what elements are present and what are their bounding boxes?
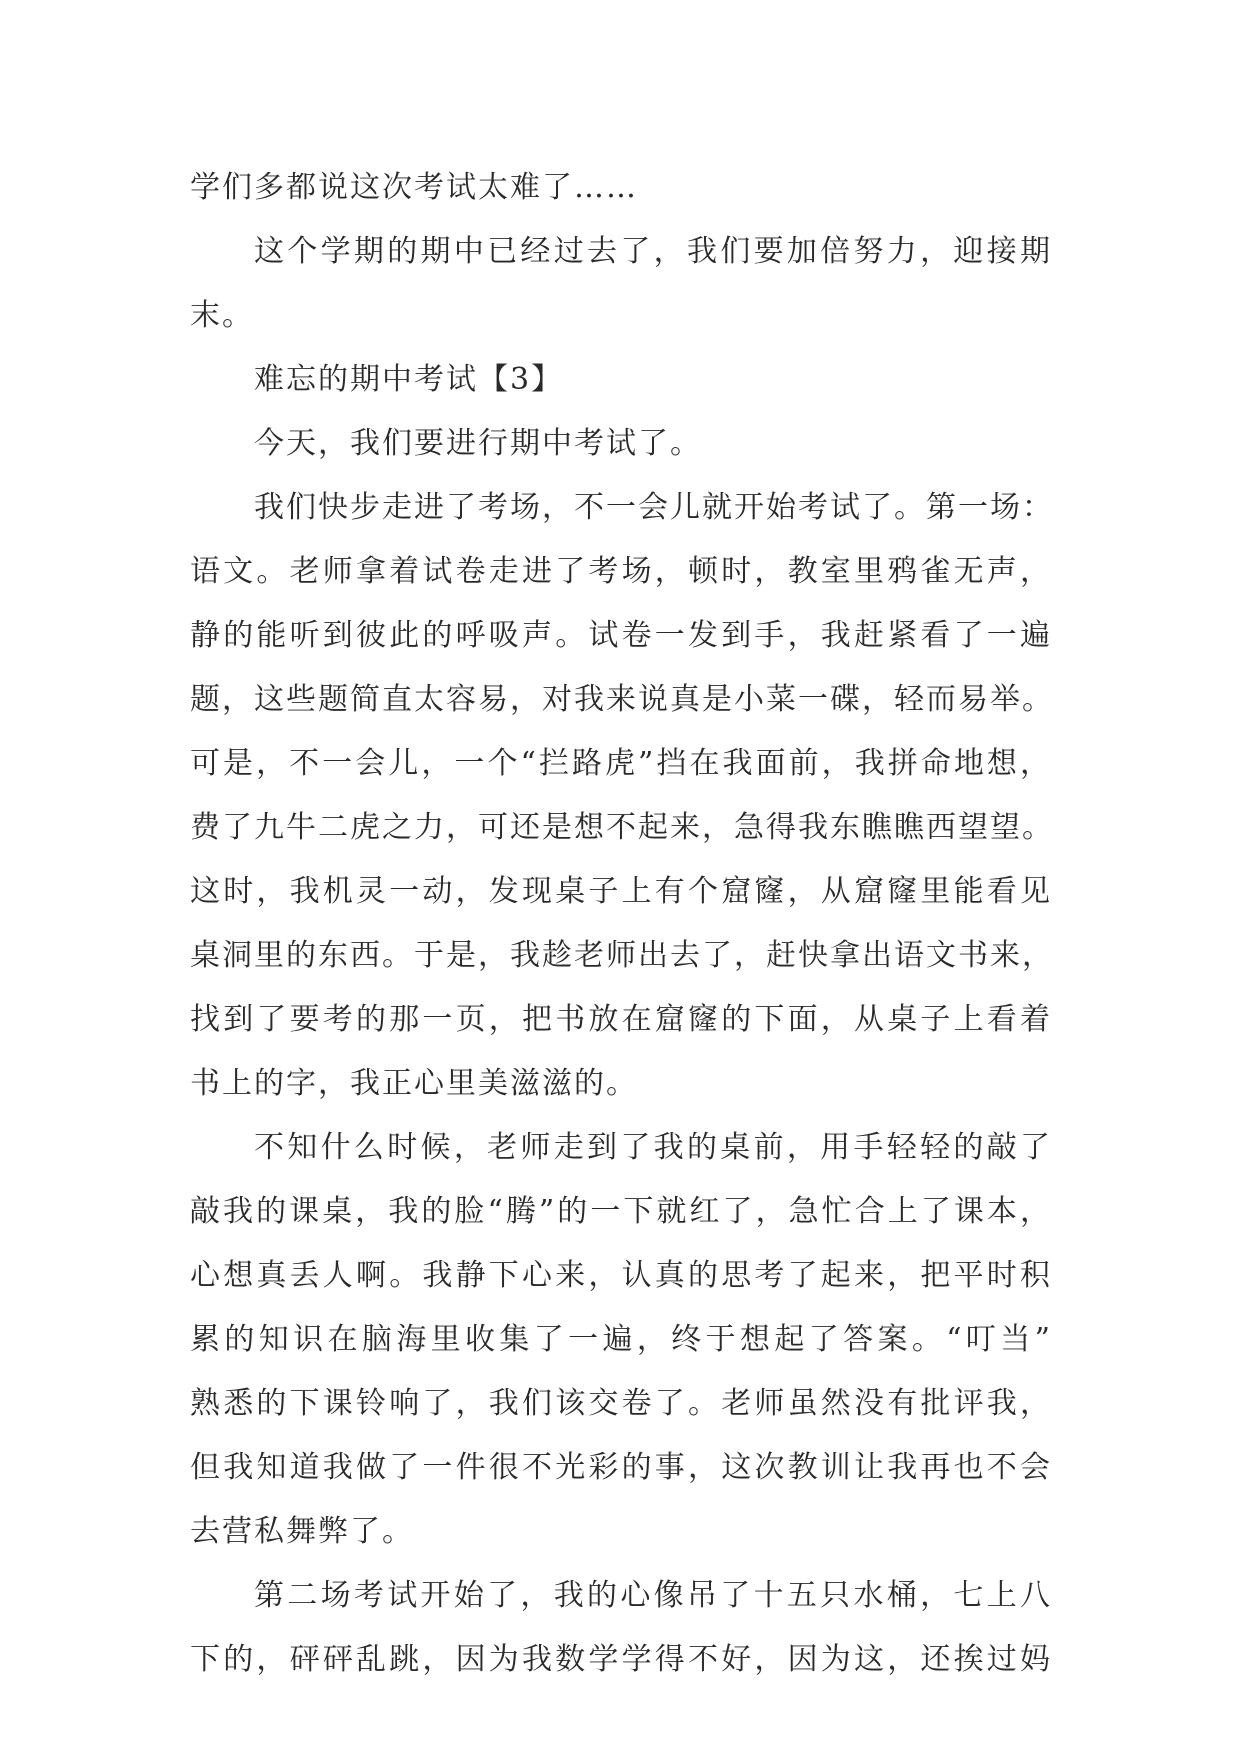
paragraph-start-line: 第二场考试开始了，我的心像吊了十五只水桶，七上八: [254, 1578, 1052, 1613]
text-line: 敲我的课桌，我的脸“腾”的一下就红了，急忙合上了课本，: [190, 1194, 1052, 1229]
text-line: 题，这些题简直太容易，对我来说真是小菜一碟，轻而易举。: [190, 682, 1054, 717]
paragraph-start-line: 今天，我们要进行期中考试了。: [254, 426, 702, 461]
text-line: 可是，不一会儿，一个“拦路虎”挡在我面前，我拼命地想，: [190, 746, 1052, 781]
text-line: 桌洞里的东西。于是，我趁老师出去了，赶快拿出语文书来，: [190, 938, 1054, 973]
paragraph-start-line: 这个学期的期中已经过去了，我们要加倍努力，迎接期: [254, 234, 1052, 269]
section-title: 难忘的期中考试【3】: [254, 362, 564, 397]
text-line: 语文。老师拿着试卷走进了考场，顿时，教室里鸦雀无声，: [190, 554, 1052, 589]
text-line: 学们多都说这次考试太难了……: [190, 170, 638, 205]
text-line: 这时，我机灵一动，发现桌子上有个窟窿，从窟窿里能看见: [190, 874, 1052, 909]
text-line: 累的知识在脑海里收集了一遍，终于想起了答案。“叮当”: [190, 1322, 1052, 1357]
document-body: [190, 156, 1052, 1692]
text-line: 静的能听到彼此的呼吸声。试卷一发到手，我赶紧看了一遍: [190, 618, 1052, 653]
text-line: 心想真丢人啊。我静下心来，认真的思考了起来，把平时积: [190, 1258, 1052, 1293]
text-line: 但我知道我做了一件很不光彩的事，这次教训让我再也不会: [190, 1450, 1052, 1485]
text-line: 熟悉的下课铃响了，我们该交卷了。老师虽然没有批评我，: [190, 1386, 1052, 1421]
text-line: 找到了要考的那一页，把书放在窟窿的下面，从桌子上看着: [190, 1002, 1052, 1037]
paragraph-start-line: 不知什么时候，老师走到了我的桌前，用手轻轻的敲了: [254, 1130, 1052, 1165]
text-line: 去营私舞弊了。: [190, 1514, 414, 1549]
text-line: 费了九牛二虎之力，可还是想不起来，急得我东瞧瞧西望望。: [190, 810, 1054, 845]
text-line: 下的，砰砰乱跳，因为我数学学得不好，因为这，还挨过妈: [190, 1642, 1052, 1677]
text-line: 书上的字，我正心里美滋滋的。: [190, 1066, 638, 1101]
text-line: 末。: [190, 298, 254, 333]
paragraph-start-line: 我们快步走进了考场，不一会儿就开始考试了。第一场：: [254, 490, 1054, 525]
